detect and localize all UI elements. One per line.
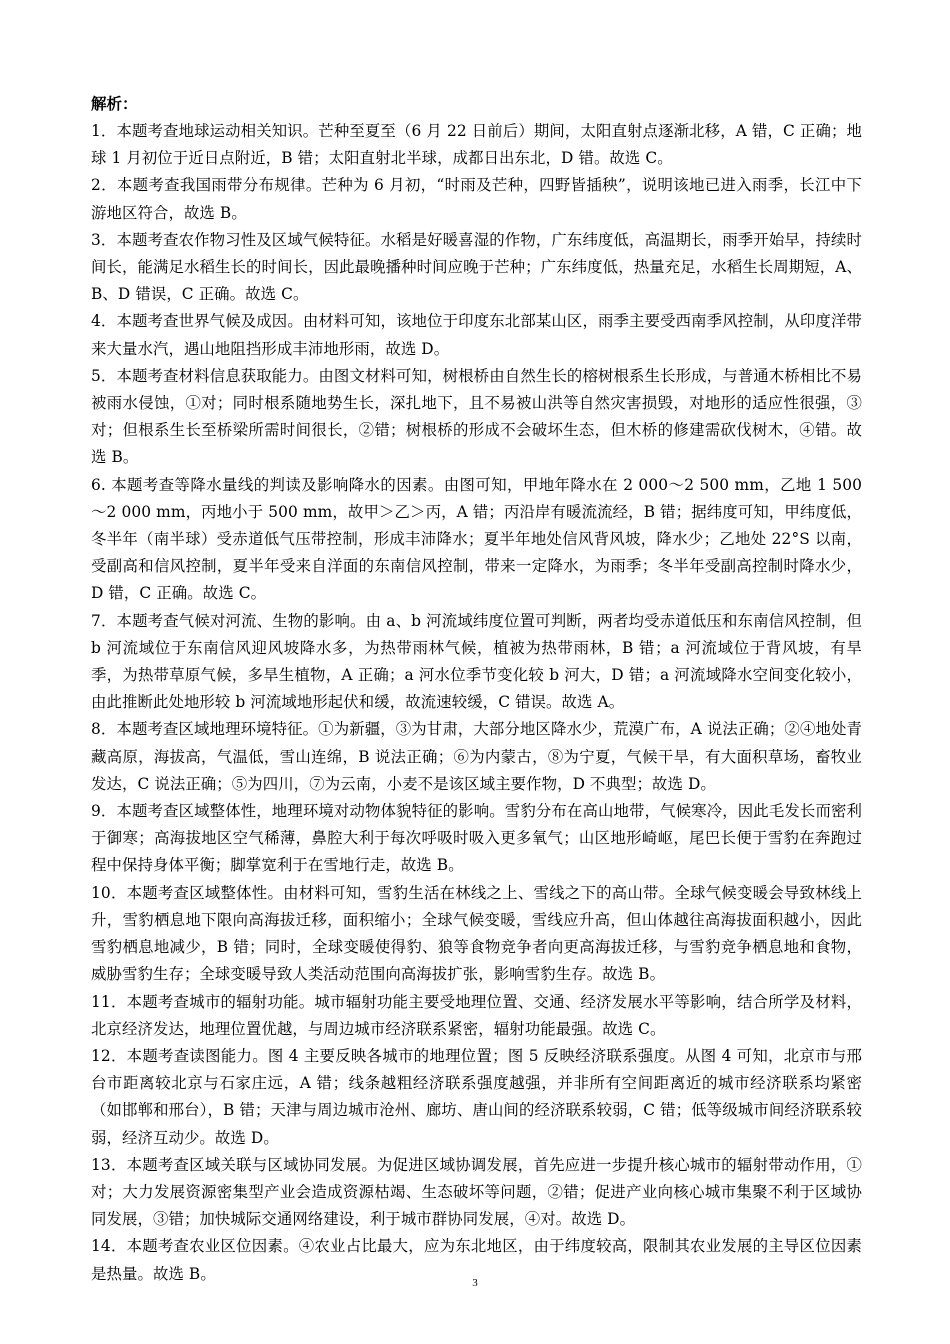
explanation-3: 3．本题考查农作物习性及区域气候特征。水稻是好暖喜湿的作物，广东纬度低，高温期长，雨季开始早，持续时间长，能满足水稻生长的时间长，因此最晚播种时间应晚于芒种；广东纬度低，热量充足，水稻生长周期短，A、B、D 错误，C 正确。故选 C。 (91, 230, 862, 304)
explanation-14: 14．本题考查农业区位因素。④农业占比最大，应为东北地区，由于纬度较高，限制其农业发展的主导区位因素是热量。故选 B。 (91, 1237, 862, 1283)
section-heading: 解析： (91, 94, 138, 113)
explanation-1: 1．本题考查地球运动相关知识。芒种至夏至（6 月 22 日前后）期间，太阳直射点逐渐北移，A 错，C 正确；地球 1 月初位于近日点附近，B 错；太阳直射北半球，成都日出东北，D 错。故选 C。 (91, 122, 862, 168)
explanation-5: 5．本题考查材料信息获取能力。由图文材料可知，树根桥由自然生长的榕树根系生长形成，与普通木桥相比不易被雨水侵蚀，①对；同时根系随地势生长，深扎地下，且不易被山洪等自然灾害损毁，对地形的适应性很强，③对；但根系生长至桥梁所需时间很长，②错；树根桥的形成不会破坏生态，但木桥的修建需砍伐树木，④错。故选 B。 (91, 366, 862, 467)
explanation-12: 12．本题考查读图能力。图 4 主要反映各城市的地理位置；图 5 反映经济联系强度。从图 4 可知，北京市与邢台市距离较北京与石家庄远，A 错；线条越粗经济联系强度越强，并非所有空间距离近的城市经济联系均紧密（如邯郸和邢台），B 错；天津与周边城市沧州、廊坊、唐山间的经济联系较弱，C 错；低等级城市间经济联系较弱，经济互动少。故选 D。 (91, 1046, 862, 1147)
page-number: 3 (472, 1277, 478, 1289)
explanation-8: 8．本题考查区域地理环境特征。①为新疆，③为甘肃，大部分地区降水少，荒漠广布，A 说法正确；②④地处青藏高原，海拔高，气温低，雪山连绵，B 说法正确；⑥为内蒙古，⑧为宁夏，气候干旱，有大面积草场，畜牧业发达，C 说法正确；⑤为四川，⑦为云南，小麦不是该区域主要作物，D 不典型；故选 D。 (91, 720, 862, 793)
explanation-7: 7．本题考查气候对河流、生物的影响。由 a、b 河流域纬度位置可判断，两者均受赤道低压和东南信风控制，但 b 河流域位于东南信风迎风坡降水多，为热带雨林气候，植被为热带雨林，B 错；a 河流域位于背风坡，有旱季，为热带草原气候，多旱生植物，A 正确；a 河水位季节变化较 b 河大，D 错；a 河流域降水空间变化较小，由此推断此处地形较 b 河流域地形起伏和缓，故流速较缓，C 错误。故选 A。 (91, 611, 862, 712)
explanation-10: 10．本题考查区域整体性。由材料可知，雪豹生活在林线之上、雪线之下的高山带。全球气候变暖会导致林线上升，雪豹栖息地下限向高海拔迁移，面积缩小；全球气候变暖，雪线应升高，但山体越往高海拔面积越小，因此雪豹栖息地减少，B 错；同时，全球变暖使得豹、狼等食物竞争者向更高海拔迁移，与雪豹竞争栖息地和食物，威胁雪豹生存；全球变暖导致人类活动范围向高海拔扩张，影响雪豹生存。故选 B。 (91, 883, 862, 984)
explanation-4: 4．本题考查世界气候及成因。由材料可知，该地位于印度东北部某山区，雨季主要受西南季风控制，从印度洋带来大量水汽，遇山地阻挡形成丰沛地形雨，故选 D。 (91, 312, 862, 358)
explanation-2: 2．本题考查我国雨带分布规律。芒种为 6 月初，“时雨及芒种，四野皆插秧”，说明该地已进入雨季，长江中下游地区符合，故选 B。 (91, 176, 862, 222)
answer-explanations (91, 90, 862, 1288)
explanation-6: 6. 本题考查等降水量线的判读及影响降水的因素。由图可知，甲地年降水在 2 000～2 500 mm，乙地 1 500～2 000 mm，丙地小于 500 mm，故甲＞乙＞丙，A 错；丙沿岸有暖流流经，B 错；据纬度可知，甲纬度低，冬半年（南半球）受赤道低气压带控制，形成丰沛降水；夏半年地处信风背风坡，降水少；乙地处 22°S 以南，受副高和信风控制，夏半年受来自洋面的东南信风控制，带来一定降水，为雨季；冬半年受副高控制时降水少，D 错，C 正确。故选 C。 (91, 475, 862, 603)
explanation-9: 9．本题考查区域整体性，地理环境对动物体貌特征的影响。雪豹分布在高山地带，气候寒冷，因此毛发长而密利于御寒；高海拔地区空气稀薄，鼻腔大利于每次呼吸时吸入更多氧气；山区地形崎岖，尾巴长便于雪豹在奔跑过程中保持身体平衡；脚掌宽利于在雪地行走，故选 B。 (91, 802, 862, 875)
explanation-11: 11．本题考查城市的辐射功能。城市辐射功能主要受地理位置、交通、经济发展水平等影响，结合所学及材料，北京经济发达，地理位置优越，与周边城市经济联系紧密，辐射功能最强。故选 C。 (91, 992, 862, 1038)
explanation-13: 13．本题考查区域关联与区域协同发展。为促进区域协调发展，首先应进一步提升核心城市的辐射带动作用，①对；大力发展资源密集型产业会造成资源枯竭、生态破坏等问题，②错；促进产业向核心城市集聚不利于区域协同发展，③错；加快城际交通网络建设，利于城市群协同发展，④对。故选 D。 (91, 1155, 862, 1229)
